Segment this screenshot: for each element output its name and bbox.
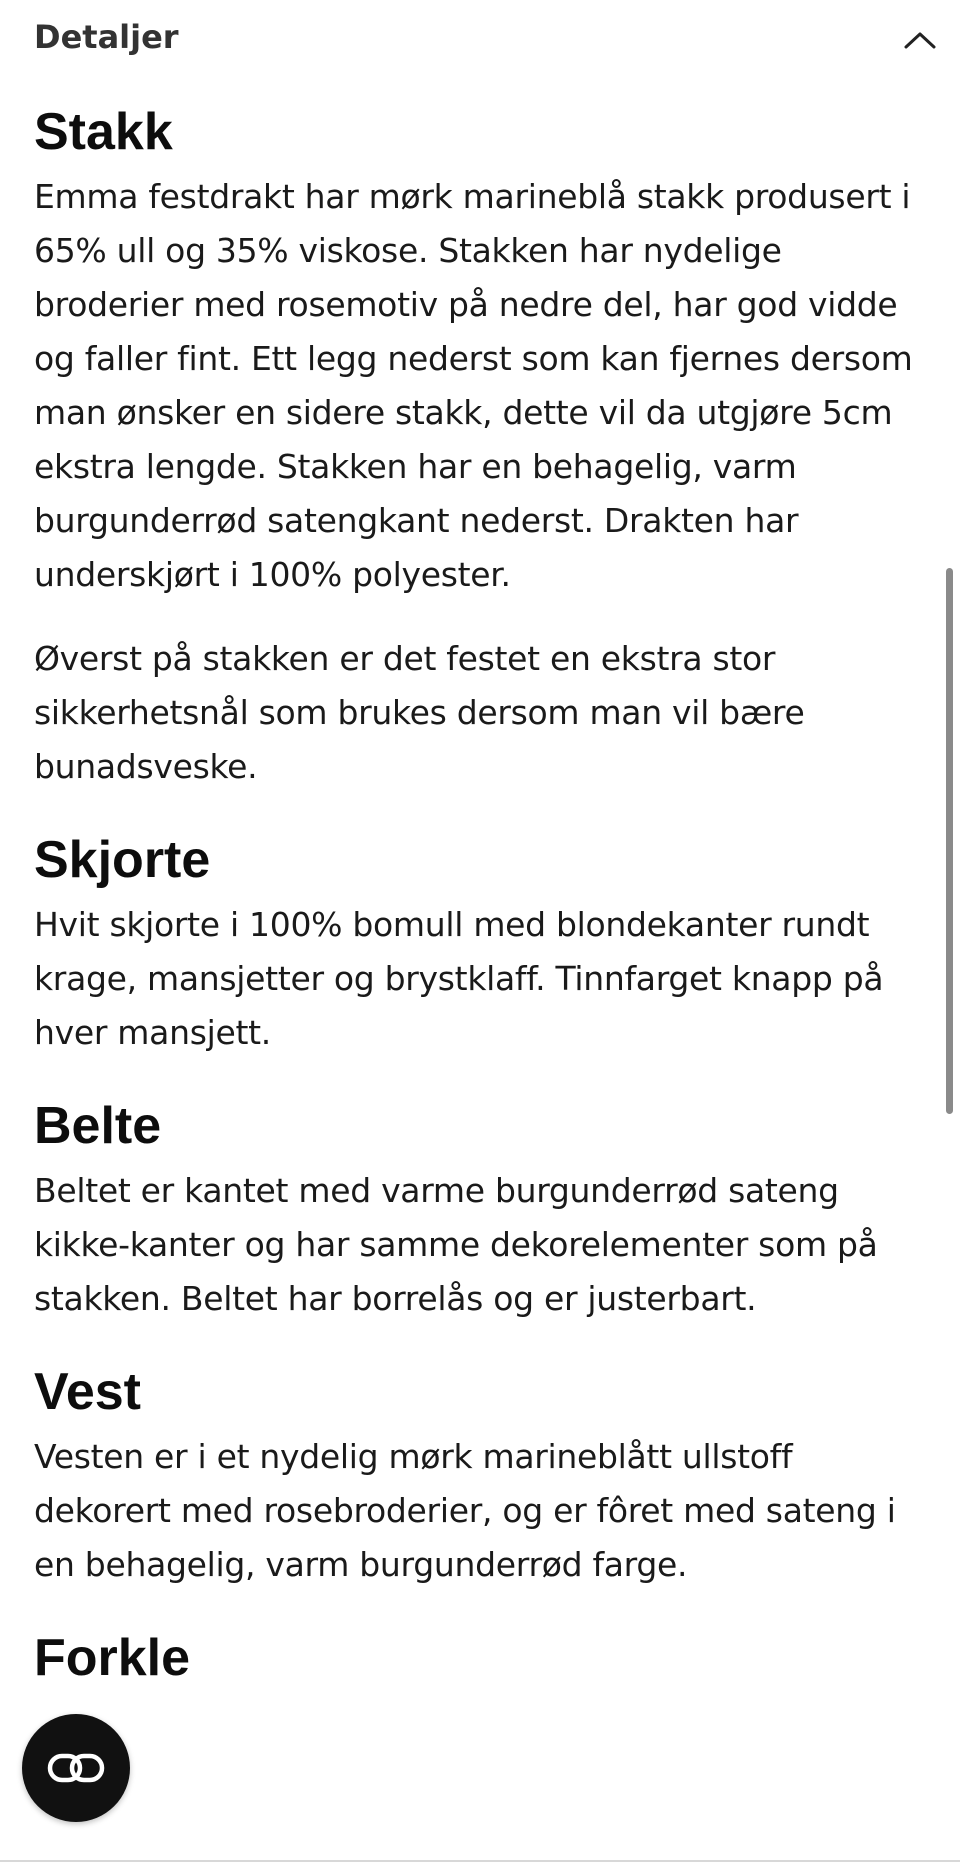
section-skjorte bbox=[34, 828, 914, 1060]
section-heading: Belte bbox=[34, 1097, 162, 1155]
section-paragraph: Øverst på stakken er det festet en ekstra stor sikkerhetsnål som brukes dersom man vil bære bunadsveske. bbox=[34, 639, 805, 786]
section-heading: Skjorte bbox=[34, 831, 211, 889]
section-heading: Stakk bbox=[34, 103, 173, 161]
section-heading: Forkle bbox=[34, 1629, 191, 1687]
link-button[interactable] bbox=[22, 1714, 130, 1822]
chevron-up-icon bbox=[903, 30, 937, 50]
section-stakk bbox=[34, 100, 914, 794]
details-content bbox=[34, 100, 914, 1696]
section-paragraph: Emma festdrakt har mørk marineblå stakk produsert i 65% ull og 35% viskose. Stakken har nydelige broderier med rosemotiv på nedre del, har god vidde og faller fint. Ett legg nederst som kan fjernes dersom man ønsker en sidere stakk, dette vil da utgjøre 5cm ekstra lengde. Stakken har en behagelig, varm burgunderrød satengkant nederst. Drakten har underskjørt i 100% polyester. bbox=[34, 177, 913, 594]
link-icon bbox=[47, 1753, 105, 1783]
section-forkle bbox=[34, 1626, 914, 1690]
accordion-title: Detaljer bbox=[34, 18, 179, 56]
details-accordion-header[interactable] bbox=[0, 0, 960, 80]
section-paragraph: Beltet er kantet med varme burgunderrød sateng kikke-kanter og har samme dekorelementer som på stakken. Beltet har borrelås og er justerbart. bbox=[34, 1171, 878, 1318]
section-paragraph: Hvit skjorte i 100% bomull med blondekanter rundt krage, mansjetter og brystklaff. Tinnfarget knapp på hver mansjett. bbox=[34, 905, 884, 1052]
divider bbox=[0, 1860, 960, 1862]
section-paragraph: Vesten er i et nydelig mørk marineblått ullstoff dekorert med rosebroderier, og er fôret med sateng i en behagelig, varm burgunderrød farge. bbox=[34, 1437, 896, 1584]
collapse-toggle-button[interactable] bbox=[900, 20, 940, 60]
section-heading: Vest bbox=[34, 1363, 141, 1421]
section-belte bbox=[34, 1094, 914, 1326]
scrollbar-thumb[interactable] bbox=[946, 568, 953, 1114]
section-vest bbox=[34, 1360, 914, 1592]
